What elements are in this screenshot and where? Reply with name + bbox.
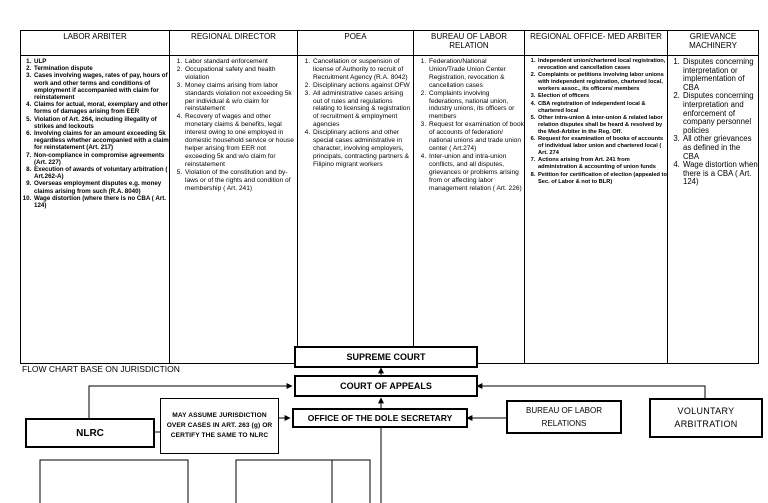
list-item: 1. Federation/National Union/Trade Union Center Registration, revocation & cancellation cases bbox=[428, 58, 524, 90]
list-item: 1. Disputes concerning interpretation or implementation of CBA bbox=[682, 58, 758, 92]
list-item: 4. Wage distortion when there is a CBA ( Art. 124) bbox=[682, 161, 758, 187]
list-item: 2. Termination dispute bbox=[33, 65, 169, 72]
list-item: 5. Violation of the constitution and by-laws or of the rights and condition of membership ( Art. 241) bbox=[184, 169, 297, 193]
dole-note-box bbox=[160, 398, 279, 454]
lower-box-center bbox=[236, 460, 370, 503]
flowchart-title: FLOW CHART BASE ON JURISDICTION bbox=[22, 364, 180, 374]
list-item: 7. Non-compliance in compromise agreements (Art. 227) bbox=[33, 152, 169, 166]
list-item: 10. Wage distortion (where there is no CBA ( Art. 124) bbox=[33, 195, 169, 209]
list-item: 3. Cases involving wages, rates of pay, hours of work and other terms and conditions of employment if accompanied with claim for reinstatement bbox=[33, 72, 169, 101]
list-item: 6. Involving claims for an amount exceeding 5k regardless whether accompanied with a claim for reinstatement (Art. 217) bbox=[33, 130, 169, 152]
header-poea: POEA bbox=[298, 31, 414, 56]
list-item: 1. Labor standard enforcement bbox=[184, 58, 297, 66]
header-labor-arbiter: LABOR ARBITER bbox=[21, 31, 170, 56]
list-item: 4. CBA registration of independent local & chartered local bbox=[537, 101, 667, 115]
list-item: 3. Request for examination of book of accounts of federation/ national unions and trade union center ( Art.274) bbox=[428, 121, 524, 153]
list-item: 8. Execution of awards of voluntary arbitration ( Art.262-A) bbox=[33, 166, 169, 180]
blr-box bbox=[506, 400, 622, 434]
list-item: 5. Other intra-union & inter-union & related labor relation disputes shall be heard & resolved by the Med-Arbiter in the Reg. Off. bbox=[537, 115, 667, 136]
list-item: 7. Actions arising from Art. 241 from administration & accounting of union funds bbox=[537, 157, 667, 171]
dole-secretary-label: OFFICE OF THE DOLE SECRETARY bbox=[307, 413, 453, 423]
supreme-court-box bbox=[294, 346, 478, 368]
header-med-arbiter: REGIONAL OFFICE- MED ARBITER bbox=[525, 31, 668, 56]
list-item: 1. Cancellation or suspension of license of Authority to recruit of Recruitment Agency (R.A. 8042) bbox=[312, 58, 413, 82]
dole-secretary-box bbox=[292, 408, 468, 428]
list-item: 6. Request for examination of books of accounts of individual labor union and chartered local ( Art. 274 bbox=[537, 136, 667, 157]
court-of-appeals-label: COURT OF APPEALS bbox=[340, 381, 432, 391]
dole-note-text: MAY ASSUME JURISDICTION OVER CASES IN ART. 263 (g) OR CERTIFY THE SAME TO NLRC bbox=[166, 412, 273, 439]
header-grievance: GRIEVANCE MACHINERY bbox=[668, 31, 759, 56]
header-blr: BUREAU OF LABOR RELATION bbox=[414, 31, 525, 56]
list-item: 5. Violation of Art. 264, including illegality of strikes and lockouts bbox=[33, 116, 169, 130]
court-of-appeals-box bbox=[294, 375, 478, 397]
list-item: 2. Complaints or petitions involving labor unions with independent registration, chartered local, workers assoc., its officers/ members bbox=[537, 72, 667, 93]
nlrc-box bbox=[25, 418, 155, 448]
list-item: 3. Election of officers bbox=[537, 93, 667, 100]
list-item: 9. Overseas employment disputes e.g. money claims arising from such (R.A. 8040) bbox=[33, 180, 169, 194]
list-item: 3. All administrative cases arising out of rules and regulations relating to licensing & registration of recruitment & employment agencies bbox=[312, 90, 413, 130]
list-item: 4. Claims for actual, moral, exemplary and other forms of damages arising from EER bbox=[33, 101, 169, 115]
voluntary-arbitration-box bbox=[649, 398, 763, 438]
list-item: 4. Disciplinary actions and other special cases administrative in character, involving employers, principals, contracting partners & Filipino migrant workers bbox=[312, 129, 413, 169]
list-item: 2. Occupational safety and health violation bbox=[184, 66, 297, 82]
list-item: 2. Disputes concerning interpretation and enforcement of company personnel policies bbox=[682, 92, 758, 135]
blr-label: BUREAU OF LABOR RELATIONS bbox=[525, 406, 602, 428]
list-item: 3. All other grievances as defined in the CBA bbox=[682, 135, 758, 161]
supreme-court-label: SUPREME COURT bbox=[346, 352, 426, 362]
arrow-va-to-ca bbox=[477, 386, 705, 398]
list-item: 1. Independent union/chartered local registration, revocation and cancellation cases bbox=[537, 58, 667, 72]
nlrc-label: NLRC bbox=[76, 427, 104, 439]
lower-box-left bbox=[40, 460, 188, 503]
list-item: 2. Complaints involving federations, national union, industry unions, its officers or members bbox=[428, 90, 524, 122]
list-item: 1. ULP bbox=[33, 58, 169, 65]
voluntary-arbitration-label: VOLUNTARY ARBITRATION bbox=[674, 406, 738, 429]
header-regional-director: REGIONAL DIRECTOR bbox=[170, 31, 298, 56]
list-item: 4. Recovery of wages and other monetary claims & benefits, legal interest owing to one employed in domestic household service or house helper arising from EER not exceeding 5k and w/o claim for reinstatement bbox=[184, 113, 297, 168]
list-item: 3. Money claims arising from labor standards violation not exceeding 5k per individual & w/o claim for reinstatement bbox=[184, 82, 297, 114]
list-item: 2. Disciplinary actions against OFW bbox=[312, 82, 413, 90]
list-item: 4. Inter-union and intra-union conflicts, and all disputes, grievances or problems arising from or affecting labor management relation ( Art. 226) bbox=[428, 153, 524, 193]
list-item: 8. Petition for certification of election (appealed to Sec. of Labor & not to BLR) bbox=[537, 172, 667, 186]
